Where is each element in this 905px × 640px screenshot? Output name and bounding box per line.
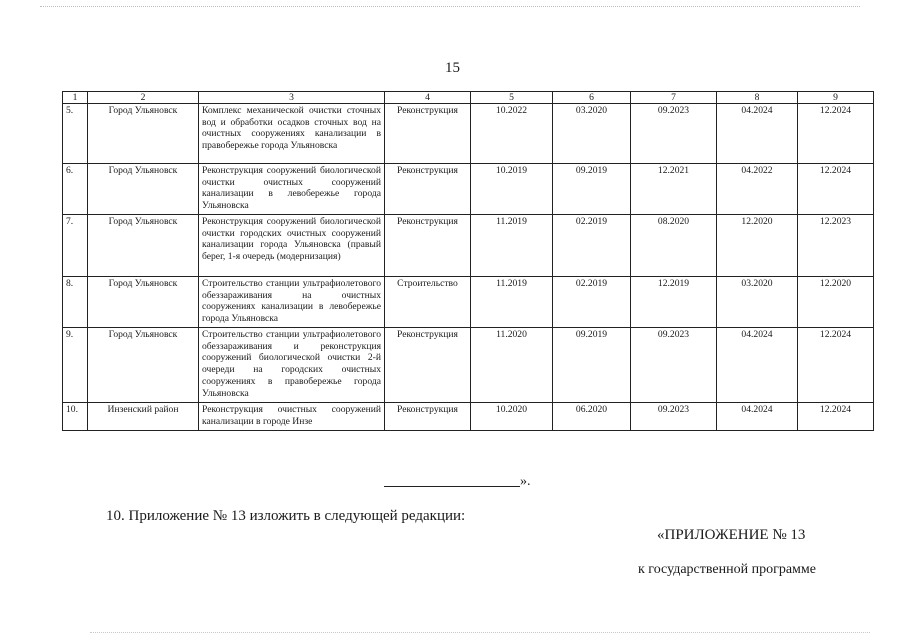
date-cell: 09.2019	[553, 328, 631, 403]
date-cell: 12.2020	[717, 215, 798, 277]
table-header-row	[63, 92, 874, 104]
scan-edge-top	[40, 6, 860, 7]
date-cell: 04.2024	[717, 328, 798, 403]
table-row	[63, 164, 874, 215]
date-cell: 11.2019	[471, 215, 553, 277]
column-header: 4	[385, 92, 471, 104]
date-cell: 06.2020	[553, 403, 631, 431]
object-name-cell: Реконструкция очистных сооружений канализации в городе Инзе	[199, 403, 385, 431]
amendment-paragraph: 10. Приложение № 13 изложить в следующей редакции:	[106, 508, 466, 524]
territory-cell: Город Ульяновск	[88, 215, 199, 277]
territory-cell: Город Ульяновск	[88, 104, 199, 164]
row-number: 6.	[63, 164, 88, 215]
work-type-cell: Строительство	[385, 277, 471, 328]
row-number: 5.	[63, 104, 88, 164]
date-cell: 12.2021	[631, 164, 717, 215]
appendix-title: «ПРИЛОЖЕНИЕ № 13	[657, 527, 806, 543]
date-cell: 04.2022	[717, 164, 798, 215]
date-cell: 04.2024	[717, 104, 798, 164]
table-row	[63, 215, 874, 277]
date-cell: 02.2019	[553, 277, 631, 328]
territory-cell: Город Ульяновск	[88, 164, 199, 215]
column-header: 9	[798, 92, 874, 104]
appendix-subtitle: к государственной программе	[638, 562, 816, 577]
scan-edge-bottom	[90, 632, 870, 633]
table-row	[63, 277, 874, 328]
column-header: 5	[471, 92, 553, 104]
projects-table	[62, 91, 874, 431]
work-type-cell: Реконструкция	[385, 215, 471, 277]
date-cell: 10.2020	[471, 403, 553, 431]
signature-line	[384, 486, 520, 487]
date-cell: 09.2023	[631, 104, 717, 164]
column-header: 1	[63, 92, 88, 104]
column-header: 8	[717, 92, 798, 104]
row-number: 7.	[63, 215, 88, 277]
page-number: 15	[445, 60, 460, 76]
date-cell: 12.2023	[798, 215, 874, 277]
date-cell: 08.2020	[631, 215, 717, 277]
date-cell: 12.2020	[798, 277, 874, 328]
column-header: 6	[553, 92, 631, 104]
date-cell: 12.2024	[798, 403, 874, 431]
closing-quote-mark: ».	[520, 474, 531, 489]
date-cell: 04.2024	[717, 403, 798, 431]
date-cell: 03.2020	[717, 277, 798, 328]
date-cell: 12.2024	[798, 104, 874, 164]
row-number: 10.	[63, 403, 88, 431]
work-type-cell: Реконструкция	[385, 328, 471, 403]
work-type-cell: Реконструкция	[385, 104, 471, 164]
row-number: 9.	[63, 328, 88, 403]
object-name-cell: Реконструкция сооружений биологической очистки городских очистных сооружений канализации города Ульяновска (правый берег, 1-я очередь (модернизация)	[199, 215, 385, 277]
object-name-cell: Комплекс механической очистки сточных вод и обработки осадков сточных вод на очистных сооружениях канализации в правобережье города Ульяновска	[199, 104, 385, 164]
row-number: 8.	[63, 277, 88, 328]
territory-cell: Инзенский район	[88, 403, 199, 431]
column-header: 7	[631, 92, 717, 104]
column-header: 3	[199, 92, 385, 104]
date-cell: 09.2019	[553, 164, 631, 215]
work-type-cell: Реконструкция	[385, 403, 471, 431]
object-name-cell: Реконструкция сооружений биологической очистки очистных сооружений канализации в левобережье города Ульяновска	[199, 164, 385, 215]
date-cell: 12.2019	[631, 277, 717, 328]
column-header: 2	[88, 92, 199, 104]
date-cell: 11.2019	[471, 277, 553, 328]
object-name-cell: Строительство станции ультрафиолетового обеззараживания и реконструкция сооружений биологической очистки 2-й очереди на городских очистных сооружениях в правобережье города Ульяновска	[199, 328, 385, 403]
date-cell: 12.2024	[798, 328, 874, 403]
date-cell: 10.2022	[471, 104, 553, 164]
date-cell: 11.2020	[471, 328, 553, 403]
date-cell: 09.2023	[631, 328, 717, 403]
date-cell: 09.2023	[631, 403, 717, 431]
table-row	[63, 403, 874, 431]
territory-cell: Город Ульяновск	[88, 328, 199, 403]
table-row	[63, 328, 874, 403]
work-type-cell: Реконструкция	[385, 164, 471, 215]
object-name-cell: Строительство станции ультрафиолетового обеззараживания на очистных сооружениях канализации в левобережье города Ульяновска	[199, 277, 385, 328]
date-cell: 02.2019	[553, 215, 631, 277]
table-row	[63, 104, 874, 164]
territory-cell: Город Ульяновск	[88, 277, 199, 328]
date-cell: 12.2024	[798, 164, 874, 215]
date-cell: 03.2020	[553, 104, 631, 164]
date-cell: 10.2019	[471, 164, 553, 215]
